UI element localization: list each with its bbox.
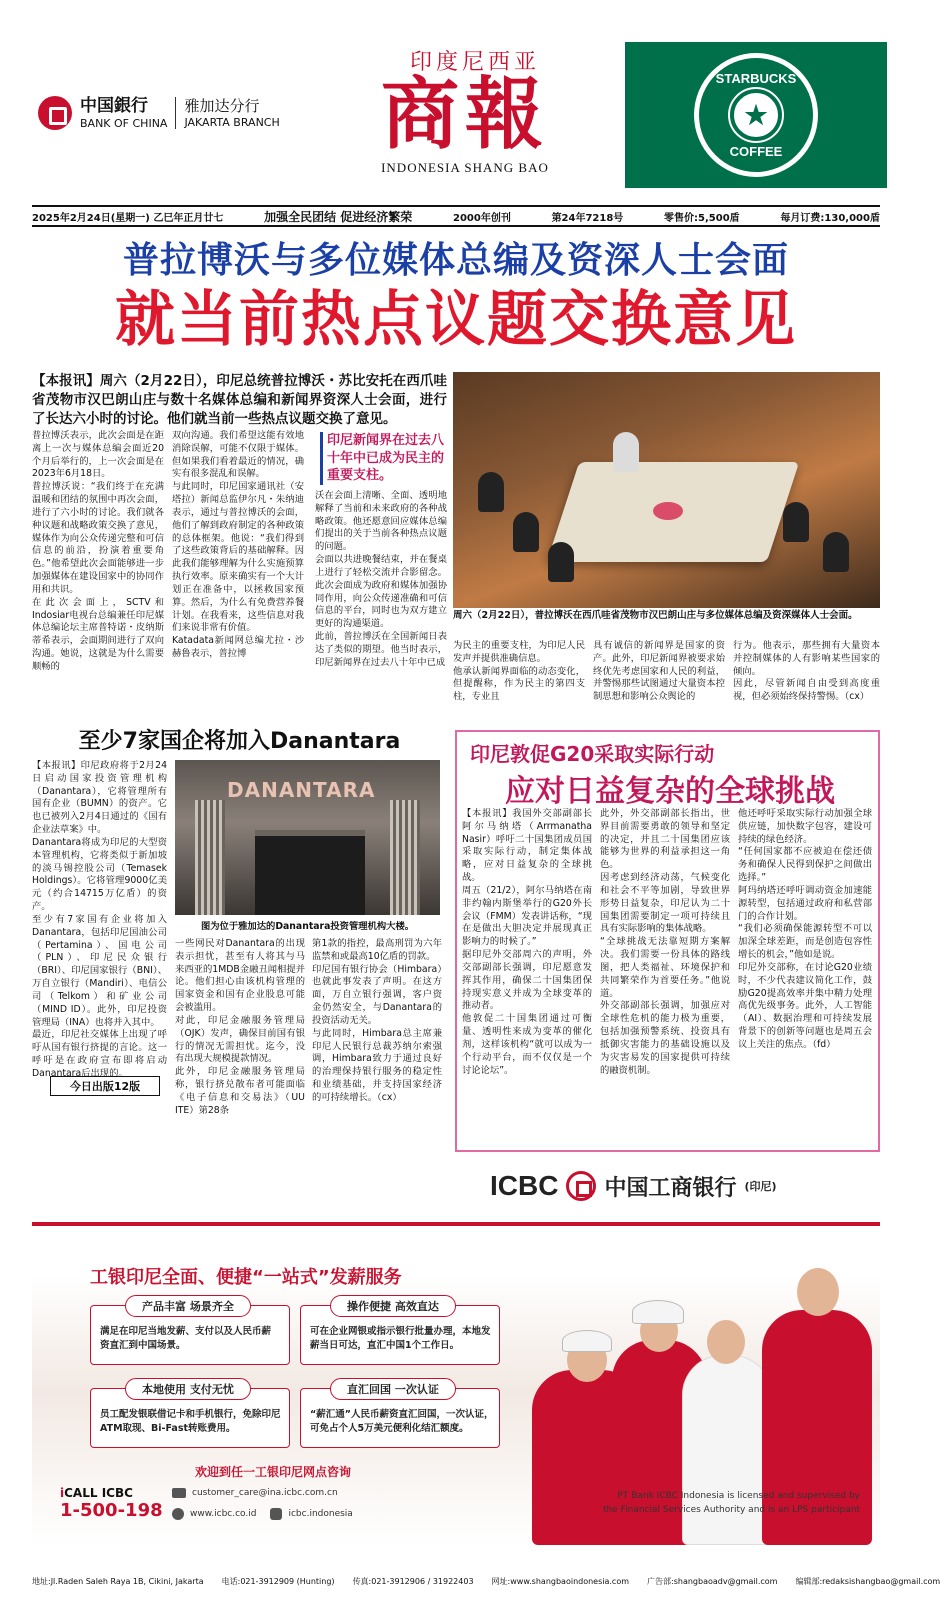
feature-text: 可在企业网银或指示银行批量办理，本地发薪当日可达，直汇中国1个工作日。	[310, 1326, 491, 1352]
disclaimer-line-2: the Financial Services Authority and is an LPS participant	[602, 1504, 860, 1515]
danantara-photo-caption: 图为位于雅加达的Danantara投资管理机构大楼。	[200, 921, 415, 932]
feature-text: 员工配发银联借记卡和手机银行，免除印尼ATM取现、Bi-Fast转账费用。	[100, 1409, 281, 1435]
danantara-building-photo	[175, 760, 440, 915]
retail-price: 零售价:5,500盾	[664, 212, 740, 224]
main-col-6: 行为。他表示，那些拥有大量资本并控制媒体的人有影响某些国家的倾向。 因此，尽管新闻自由受到高度重视，但必须始终保持警惕。（cx）	[733, 640, 880, 703]
icbc-sub: (印尼)	[744, 1180, 777, 1193]
danantara-headline: 至少7家国企将加入Danantara	[78, 729, 401, 754]
starbucks-logo-icon	[694, 53, 818, 177]
g20-col-3: 他还呼吁采取实际行动加强全球供应链，加快数字包容，建设可持续的绿色经济。 “任何国家都不应被迫在偿还债务和确保人民得到保护之间做出选择。” 阿玛纳塔还呼吁调动资金加速能源转型，包括通过政府和私营部门的合作计划。 “我们必须确保能源转型不可以加深全球差距，而是创造包容性增长的机会，”他如是说。 印尼外交部称，在讨论G20业绩时，不少代表建议简化工作，鼓励G20提高效率并集中精力处理高优先级事务。此外，人工智能（AI）、数据治理和可持续发展背景下的创新等问题也是周五会议上关注的焦点。（fd）	[738, 808, 872, 1050]
today-pages-badge: 今日出版12版	[50, 1076, 160, 1096]
main-col-2: 双向沟通。我们希望这能有效地消除误解，可能不仅限于媒体。但如果我们看着最近的情况，确实有很多混乱和误解。 与此同时，印尼国家通讯社（安塔拉）新闻总监伊尔凡・朱纳迪表示，通过与普拉博沃的会面，他们了解到政府制定的各种政策的总体框架。他说：“我们得到了这些政策背后的基础解释。因此我们能够理解为什么实施预算执行效率。原来确实有一个大计划正在准备中，以拯救国家预算。然后，为什么有免费营养餐计划。在我看来，这些信息对我们来说非常有价值。 Katadata新闻网总编尤拉・沙赫鲁表示，普拉博	[172, 430, 304, 660]
footer-website: 网址:www.shangbaoindonesia.com	[491, 1577, 630, 1586]
starbucks-bottom-text: COFFEE	[729, 144, 783, 159]
main-col-4: 为民主的重要支柱，为印尼人民发声并提供准确信息。 他承认新闻界面临的动态变化，但提醒称，作为民主的第四支柱，专业且	[453, 640, 585, 703]
helmet-icon	[632, 1300, 684, 1324]
main-headline-2: 就当前热点议题交换意见	[115, 285, 797, 355]
founded: 2000年创刊	[452, 212, 511, 224]
footer-phone: 电话:021-3912909 (Hunting)	[221, 1577, 335, 1586]
feature-text: “薪汇通”人民币薪资直汇回国，一次认证，可免占个人5万美元便利化结汇额度。	[310, 1409, 494, 1435]
building-entrance	[255, 830, 365, 915]
bank-of-china-ad	[38, 88, 288, 138]
ojk-disclaimer	[560, 1490, 860, 1517]
masthead-small-title: 印度尼西亚	[409, 50, 540, 75]
g20-col-1: 【本报讯】我国外交部副部长阿尔马纳塔（Arrmanatha Nasir）呼吁二十国集团成员国采取实际行动，制定集体战略，应对日益复杂的全球挑战。 周五（21/2），阿尔马纳塔在南非约翰内斯堡举行的G20外长会议（FMM）发表讲话称，“现在是做出大胆决定并展现真正影响力的时候了。” 据印尼外交部周六的声明，外交部副部长强调，印尼愿意发挥其作用，确保二十国集团保持现实意义并成为全球变革的推动者。 他敦促二十国集团通过可衡量、透明性来成为变革的催化剂，这样该机构“就可以成为一个行动平台，而不仅仅是一个讨论论坛”。	[462, 808, 592, 1076]
starbucks-ad	[625, 42, 887, 188]
call-word: CALL ICBC	[64, 1486, 133, 1500]
g20-headline-1: 印尼敦促G20采取实际行动	[470, 742, 715, 766]
date-bar	[32, 205, 880, 227]
main-col-5: 具有诚信的新闻界是国家的资产。此外，印尼新闻界被要求始终优先考虑国家和人民的利益，并警惕那些试图通过大量资本控制思想和影响公众舆论的	[593, 640, 725, 703]
footer-ads: 广告部:shangbaoadv@gmail.com	[647, 1577, 778, 1586]
person-figure	[478, 472, 504, 512]
monthly-price: 每月订费:130,000盾	[780, 212, 880, 224]
person-head	[707, 1320, 745, 1364]
building-pillar	[390, 800, 420, 915]
person-figure	[823, 532, 849, 572]
masthead	[350, 45, 580, 195]
danantara-col-1: 【本报讯】印尼政府将于2月24日启动国家投资管理机构（Danantara），它将管理所有国有企业（BUMN）的资产。它也已被列入2月4日通过的《国有企业法草案》中。 Danantara将成为印尼的大型资本管理机构，它将类似于新加坡的淡马锡控股公司（Temasek Holdings）。它将管理9000亿美元（约合14715万亿盾）的资产。 至少有7家国有企业将加入Danantara，包括印尼国油公司（Pertamina）、国电公司（PLN）、印尼民众银行（BRI）、印尼国家银行（BNI）、万自立银行（Mandiri）、电信公司（Telkom）和矿业公司（MIND ID）。此外，印尼投资管理局（INA）也将并入其中。 最近，印尼社交媒体上出现了呼吁从国有银行挤提的言论。这一呼吁是在政府宣布即将启动Danantara后出现的。	[32, 760, 167, 1079]
feature-label: 直汇回国 一次认证	[330, 1378, 456, 1400]
boc-en-name: BANK OF CHINA	[80, 116, 168, 130]
globe-icon	[172, 1508, 184, 1520]
footer	[32, 1576, 940, 1587]
email-text: customer_care@ina.icbc.com.cn	[192, 1488, 338, 1498]
person-figure	[513, 512, 539, 552]
disclaimer-line-1: PT Bank ICBC Indonesia is licensed and supervised by	[617, 1491, 860, 1501]
divider	[32, 1222, 880, 1226]
icbc-cn-name: 中国工商银行	[604, 1175, 737, 1201]
call-number: 1-500-198	[60, 1500, 163, 1521]
ig-text: icbc.indonesia	[288, 1509, 353, 1519]
ad-bottom-line: 欢迎到任一工银印尼网点咨询	[195, 1465, 352, 1479]
icbc-wordmark: ICBC	[490, 1170, 559, 1201]
web-text: www.icbc.co.id	[190, 1509, 257, 1519]
feature-label: 产品丰富 场景齐全	[125, 1295, 251, 1317]
helmet-icon	[562, 1330, 612, 1352]
email-icon	[172, 1488, 186, 1498]
main-col-3: 沃在会面上清晰、全面、透明地解释了当前和未来政府的各种战略政策。他还愿意回应媒体总编们提出的关于当前各种热点议题的问题。 会面以共进晚餐结束，并在餐桌上进行了轻松交流并合影留念。此次会面成为政府和媒体加强协同作用，向公众传递准确和可信信息的平台，同时也为双方建立更好的沟通渠道。 此前，普拉博沃在全国新闻日表达了类似的期望。他当时表示，印尼新闻界在过去八十年中已成	[315, 490, 447, 668]
person-figure	[548, 542, 574, 582]
call-prefix: i	[60, 1486, 65, 1500]
pull-quote: 印尼新闻界在过去八十年中已成为民主的重要支柱。	[320, 432, 450, 485]
person-figure	[613, 432, 639, 472]
issue-number: 第24年7218号	[551, 212, 624, 224]
footer-editor: 编辑部:redaksishangbao@gmail.com	[795, 1577, 940, 1586]
footer-fax: 传真:021-3912906 / 31922403	[352, 1577, 474, 1586]
feature-label: 本地使用 支付无忧	[125, 1378, 251, 1400]
ad-title: 工银印尼全面、便捷“一站式”发薪服务	[90, 1267, 402, 1288]
siren-icon: ★	[730, 89, 782, 141]
meeting-photo	[453, 372, 880, 608]
footer-address: 地址:Jl.Raden Saleh Raya 1B, Cikini, Jakarta	[32, 1577, 204, 1586]
building-pillar	[195, 800, 225, 915]
g20-col-2: 此外，外交部副部长指出，世界目前需要勇敢的领导和坚定的决定，并且二十国集团应该能够为世界的利益承担这一角色。 因考虑到经济动荡，气候变化和社会不平等加剧，导致世界形势日益复杂，印尼认为二十国集团需要制定一项可持续且具有实际影响的集体战略。 “全球挑战无法靠短期方案解决。我们需要一份具体的路线图，把人类福祉、环境保护和共同繁荣作为首要任务。”他说道。 外交部副部长强调，加强应对全球性危机的能力极为重要，包括加强预警系统、投资具有抵御灾害能力的基础设施以及为灾害易发的国家提供可持续的融资机制。	[600, 808, 730, 1076]
instagram-icon	[270, 1508, 282, 1520]
icbc-logo	[490, 1170, 777, 1202]
person-figure	[783, 502, 809, 542]
danantara-col-2: 一些网民对Danantara的出现表示担忧，甚至有人将其与马来西亚的1MDB金融丑闻相提并论。他们担心由该机构管理的国家资金和国有企业股息可能会被滥用。 对此，印尼金融服务管理局（OJK）发声，确保目前国有银行的情况无需担忧。迄今，没有出现大规模提款情况。 此外，印尼金融服务管理局称，银行挤兑散布者可能面临《电子信息和交易法》（UU ITE）第28条	[175, 938, 305, 1116]
email-contact	[172, 1488, 338, 1498]
main-headline-1: 普拉博沃与多位媒体总编及资深人士会面	[122, 240, 789, 281]
flower-decoration	[653, 502, 683, 520]
meeting-photo-caption: 周六（2月22日），普拉博沃在西爪哇省茂物市汉巴朗山庄与多位媒体总编及资深媒体人士会面。	[453, 610, 858, 621]
boc-cn-name: 中国銀行	[80, 95, 148, 116]
starbucks-top-text: STARBUCKS	[715, 71, 797, 86]
boc-branch-cn: 雅加达分行	[184, 96, 260, 115]
divider	[175, 97, 176, 129]
web-contact	[172, 1508, 353, 1520]
bank-of-china-logo-icon	[38, 96, 72, 130]
issue-date: 2025年2月24日(星期一) 乙巳年正月廿七	[32, 212, 224, 224]
main-col-1: 普拉博沃表示，此次会面是在距离上一次与媒体总编会面近20个月后举行的，上一次会面是在2023年6月18日。 普拉博沃说：“我们终于在充满温暖和团结的氛围中再次会面，进行了六小时的讨论。我们就各种议题和战略政策交换了意见，媒体作为向公众传递完整和可信信息的前沿，扮演着重要角色。”他希望此次会面能够进一步加强媒体在建设国家中的协同作用和共识。 在此次会面上，SCTV和Indosiar电视台总编兼任印尼媒体总编论坛主席普特诺・皮纳斯蒂希表示，会面期间进行了双向沟通。她说，这就是为什么需要顺畅的	[32, 430, 164, 672]
boc-branch-en: JAKARTA BRANCH	[184, 115, 280, 129]
slogan: 加强全民团结 促进经济繁荣	[264, 209, 413, 224]
main-lead: 【本报讯】周六（2月22日），印尼总统普拉博沃・苏比安托在西爪哇省茂物市汉巴朗山庄与数十名媒体总编和新闻界资深人士会面，进行了长达六小时的讨论。他们就当前一些热点议题交换了意见。	[32, 373, 447, 427]
person-head	[797, 1268, 839, 1316]
danantara-sign: DANANTARA	[227, 778, 376, 802]
feature-label: 操作便捷 高效直达	[330, 1295, 456, 1317]
masthead-title: 商報	[380, 69, 549, 160]
call-icbc	[60, 1486, 163, 1521]
icbc-logo-icon	[566, 1171, 596, 1201]
masthead-english-title: INDONESIA SHANG BAO	[381, 160, 549, 175]
danantara-col-3: 第1款的指控，最高刑罚为六年监禁和或最高10亿盾的罚款。 印尼国有银行协会（Himbara）也就此事发表了声明。在这方面，万自立银行强调，客户资金仍然安全，与Danantara的投资活动无关。 与此同时，Himbara总主席兼印尼人民银行总裁苏纳尔索强调，Himbara致力于通过良好的治理保持银行服务的稳定性和业绩基础，并支持国家经济的可持续增长。（cx）	[312, 938, 442, 1103]
feature-text: 满足在印尼当地发薪、支付以及人民币薪资直汇到中国场景。	[100, 1326, 272, 1352]
g20-headline-2: 应对日益复杂的全球挑战	[505, 774, 835, 809]
